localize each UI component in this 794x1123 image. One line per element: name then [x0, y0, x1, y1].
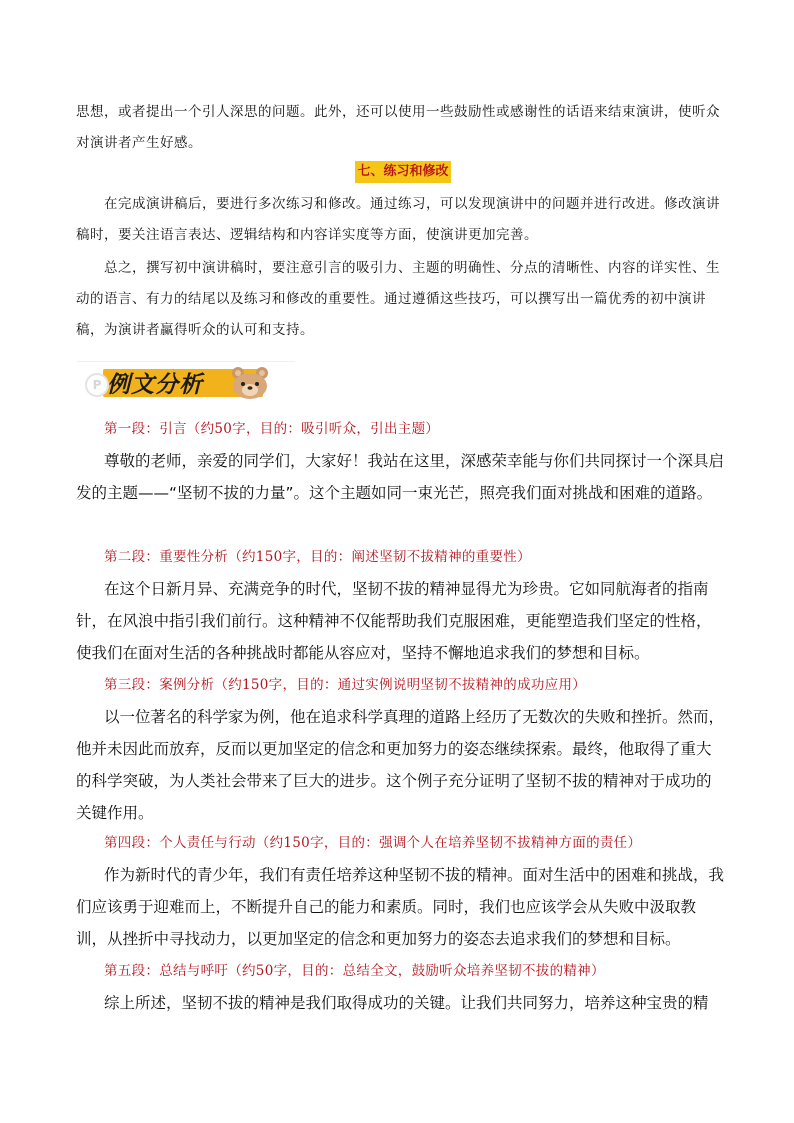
- section-5-label: 第五段：总结与呼吁（约50字，目的：总结全文，鼓励听众培养坚韧不拔的精神）: [104, 963, 605, 979]
- bear-icon: [229, 365, 271, 399]
- section-3-text: 以一位著名的科学家为例，他在追求科学真理的道路上经历了无数次的失败和挫折。然而，他并未因此而放弃，反而以更加坚定的信念和更加努力的姿态继续探索。最终，他取得了重大的科学突破，为人类社会带来了巨大的进步。这个例子充分证明了坚韧不拔的精神对于成功的关键作用。: [76, 708, 725, 822]
- intro-paragraph-1: 思想，或者提出一个引人深思的问题。此外，还可以使用一些鼓励性或感谢性的话语来结束演讲，使听众对演讲者产生好感。: [76, 104, 720, 151]
- example-analysis-banner: [77, 361, 295, 399]
- section-heading: 七、练习和修改: [355, 161, 451, 183]
- section-5-text: 综上所述，坚韧不拔的精神是我们取得成功的关键。让我们共同努力，培养这种宝贵的精: [104, 994, 709, 1012]
- intro-paragraph-3: 总之，撰写初中演讲稿时，要注意引言的吸引力、主题的明确性、分点的清晰性、内容的详实性、生动的语言、有力的结尾以及练习和修改的重要性。通过遵循这些技巧，可以撰写出一篇优秀的初中演讲稿，为演讲者赢得听众的认可和支持。: [76, 260, 720, 338]
- section-2-label: 第二段：重要性分析（约150字，目的：阐述坚韧不拔精神的重要性）: [104, 549, 531, 565]
- badge-icon: P: [85, 373, 109, 397]
- section-4-label: 第四段：个人责任与行动（约150字，目的：强调个人在培养坚韧不拔精神方面的责任）: [104, 835, 642, 851]
- section-3-label: 第三段：案例分析（约150字，目的：通过实例说明坚韧不拔精神的成功应用）: [104, 677, 587, 693]
- section-1-text: 尊敬的老师，亲爱的同学们，大家好！我站在这里，深感荣幸能与你们共同探讨一个深具启发的主题——“坚韧不拔的力量”。这个主题如同一束光芒，照亮我们面对挑战和困难的道路。: [76, 452, 725, 502]
- intro-paragraph-2: 在完成演讲稿后，要进行多次练习和修改。通过练习，可以发现演讲中的问题并进行改进。修改演讲稿时，要关注语言表达、逻辑结构和内容详实度等方面，使演讲更加完善。: [76, 196, 720, 243]
- banner-title: 例文分析: [107, 372, 203, 398]
- section-4-text: 作为新时代的青少年，我们有责任培养这种坚韧不拔的精神。面对生活中的困难和挑战，我们应该勇于迎难而上，不断提升自己的能力和素质。同时，我们也应该学会从失败中汲取教训，从挫折中寻找动力，以更加坚定的信念和更加努力的姿态去追求我们的梦想和目标。: [76, 866, 725, 948]
- section-1-label: 第一段：引言（约50字，目的：吸引听众，引出主题）: [104, 421, 440, 437]
- section-2-text: 在这个日新月异、充满竞争的时代，坚韧不拔的精神显得尤为珍贵。它如同航海者的指南针，在风浪中指引我们前行。这种精神不仅能帮助我们克服困难，更能塑造我们坚定的性格，使我们在面对生活的各种挑战时都能从容应对，坚持不懈地追求我们的梦想和目标。: [76, 580, 712, 662]
